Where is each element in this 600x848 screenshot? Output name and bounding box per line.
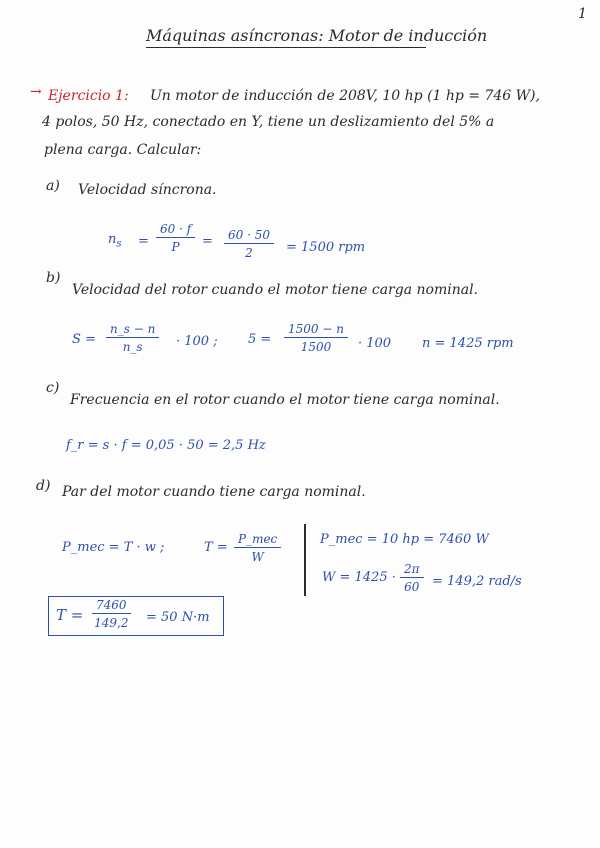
- part-b-fraction2: $\frac{1500 - n}{1500}$: [284, 322, 348, 354]
- exercise-label: Ejercicio 1:: [48, 88, 129, 104]
- part-d-right1: P_mec = 10 hp = 7460 W: [320, 532, 489, 547]
- part-b-s2: 5 =: [248, 332, 272, 347]
- title-underline: [146, 47, 426, 48]
- part-b-mult1: · 100 ;: [176, 334, 218, 349]
- page-number: 1: [578, 6, 587, 22]
- part-c-letter: c): [46, 380, 60, 396]
- divider-line: [304, 524, 306, 596]
- part-b-result: n = 1425 rpm: [422, 336, 514, 351]
- part-d-right2-result: = 149,2 rad/s: [432, 574, 522, 589]
- part-a-eq: =: [138, 234, 149, 249]
- part-d-eq2-fraction: P_mec W: [234, 532, 281, 564]
- part-a-result: = 1500 rpm: [286, 240, 366, 255]
- part-b-mult2: · 100: [358, 336, 392, 351]
- part-a-question: Velocidad síncrona.: [78, 182, 217, 198]
- part-d-eq1: P_mec = T · w ;: [62, 540, 165, 555]
- part-d-letter: d): [36, 478, 51, 494]
- part-c-equation: f_r = s · f = 0,05 · 50 = 2,5 Hz: [66, 438, 266, 453]
- exercise-statement-line1: Un motor de inducción de 208V, 10 hp (1 hp = 746 W),: [150, 88, 540, 104]
- part-a-fraction1: $\frac{60 \cdot f}{P}$: [156, 222, 195, 254]
- part-a-letter: a): [46, 178, 60, 194]
- part-a-eq2: =: [202, 234, 213, 249]
- exercise-statement-line3: plena carga. Calcular:: [44, 142, 202, 158]
- part-b-letter: b): [46, 270, 61, 286]
- page-title: Máquinas asíncronas: Motor de inducción: [146, 26, 488, 45]
- part-a-lhs: $n_s$: [108, 232, 122, 250]
- part-d-eq2-lhs: T =: [204, 540, 228, 555]
- part-d-right2-fraction: $\frac{2\pi}{60}$: [400, 562, 424, 594]
- exercise-statement-line2: 4 polos, 50 Hz, conectado en Y, tiene un deslizamiento del 5% a: [42, 114, 495, 130]
- part-d-right2-lhs: W = 1425 ·: [322, 570, 396, 585]
- red-arrow-icon: →: [30, 84, 42, 100]
- part-a-fraction2: $\frac{60 \cdot 50}{2}$: [224, 228, 274, 260]
- boxed-fraction: $\frac{7460}{149,2}$: [92, 598, 131, 630]
- part-c-question: Frecuencia en el rotor cuando el motor tiene carga nominal.: [70, 392, 500, 408]
- boxed-lhs: T =: [56, 606, 84, 624]
- part-b-fraction1: $\frac{n\_s - n}{n\_s}$: [106, 322, 159, 354]
- part-d-question: Par del motor cuando tiene carga nominal.: [62, 484, 366, 500]
- part-b-s1: S =: [72, 332, 96, 347]
- boxed-result: = 50 N·m: [146, 610, 210, 625]
- part-b-question: Velocidad del rotor cuando el motor tiene carga nominal.: [72, 282, 478, 298]
